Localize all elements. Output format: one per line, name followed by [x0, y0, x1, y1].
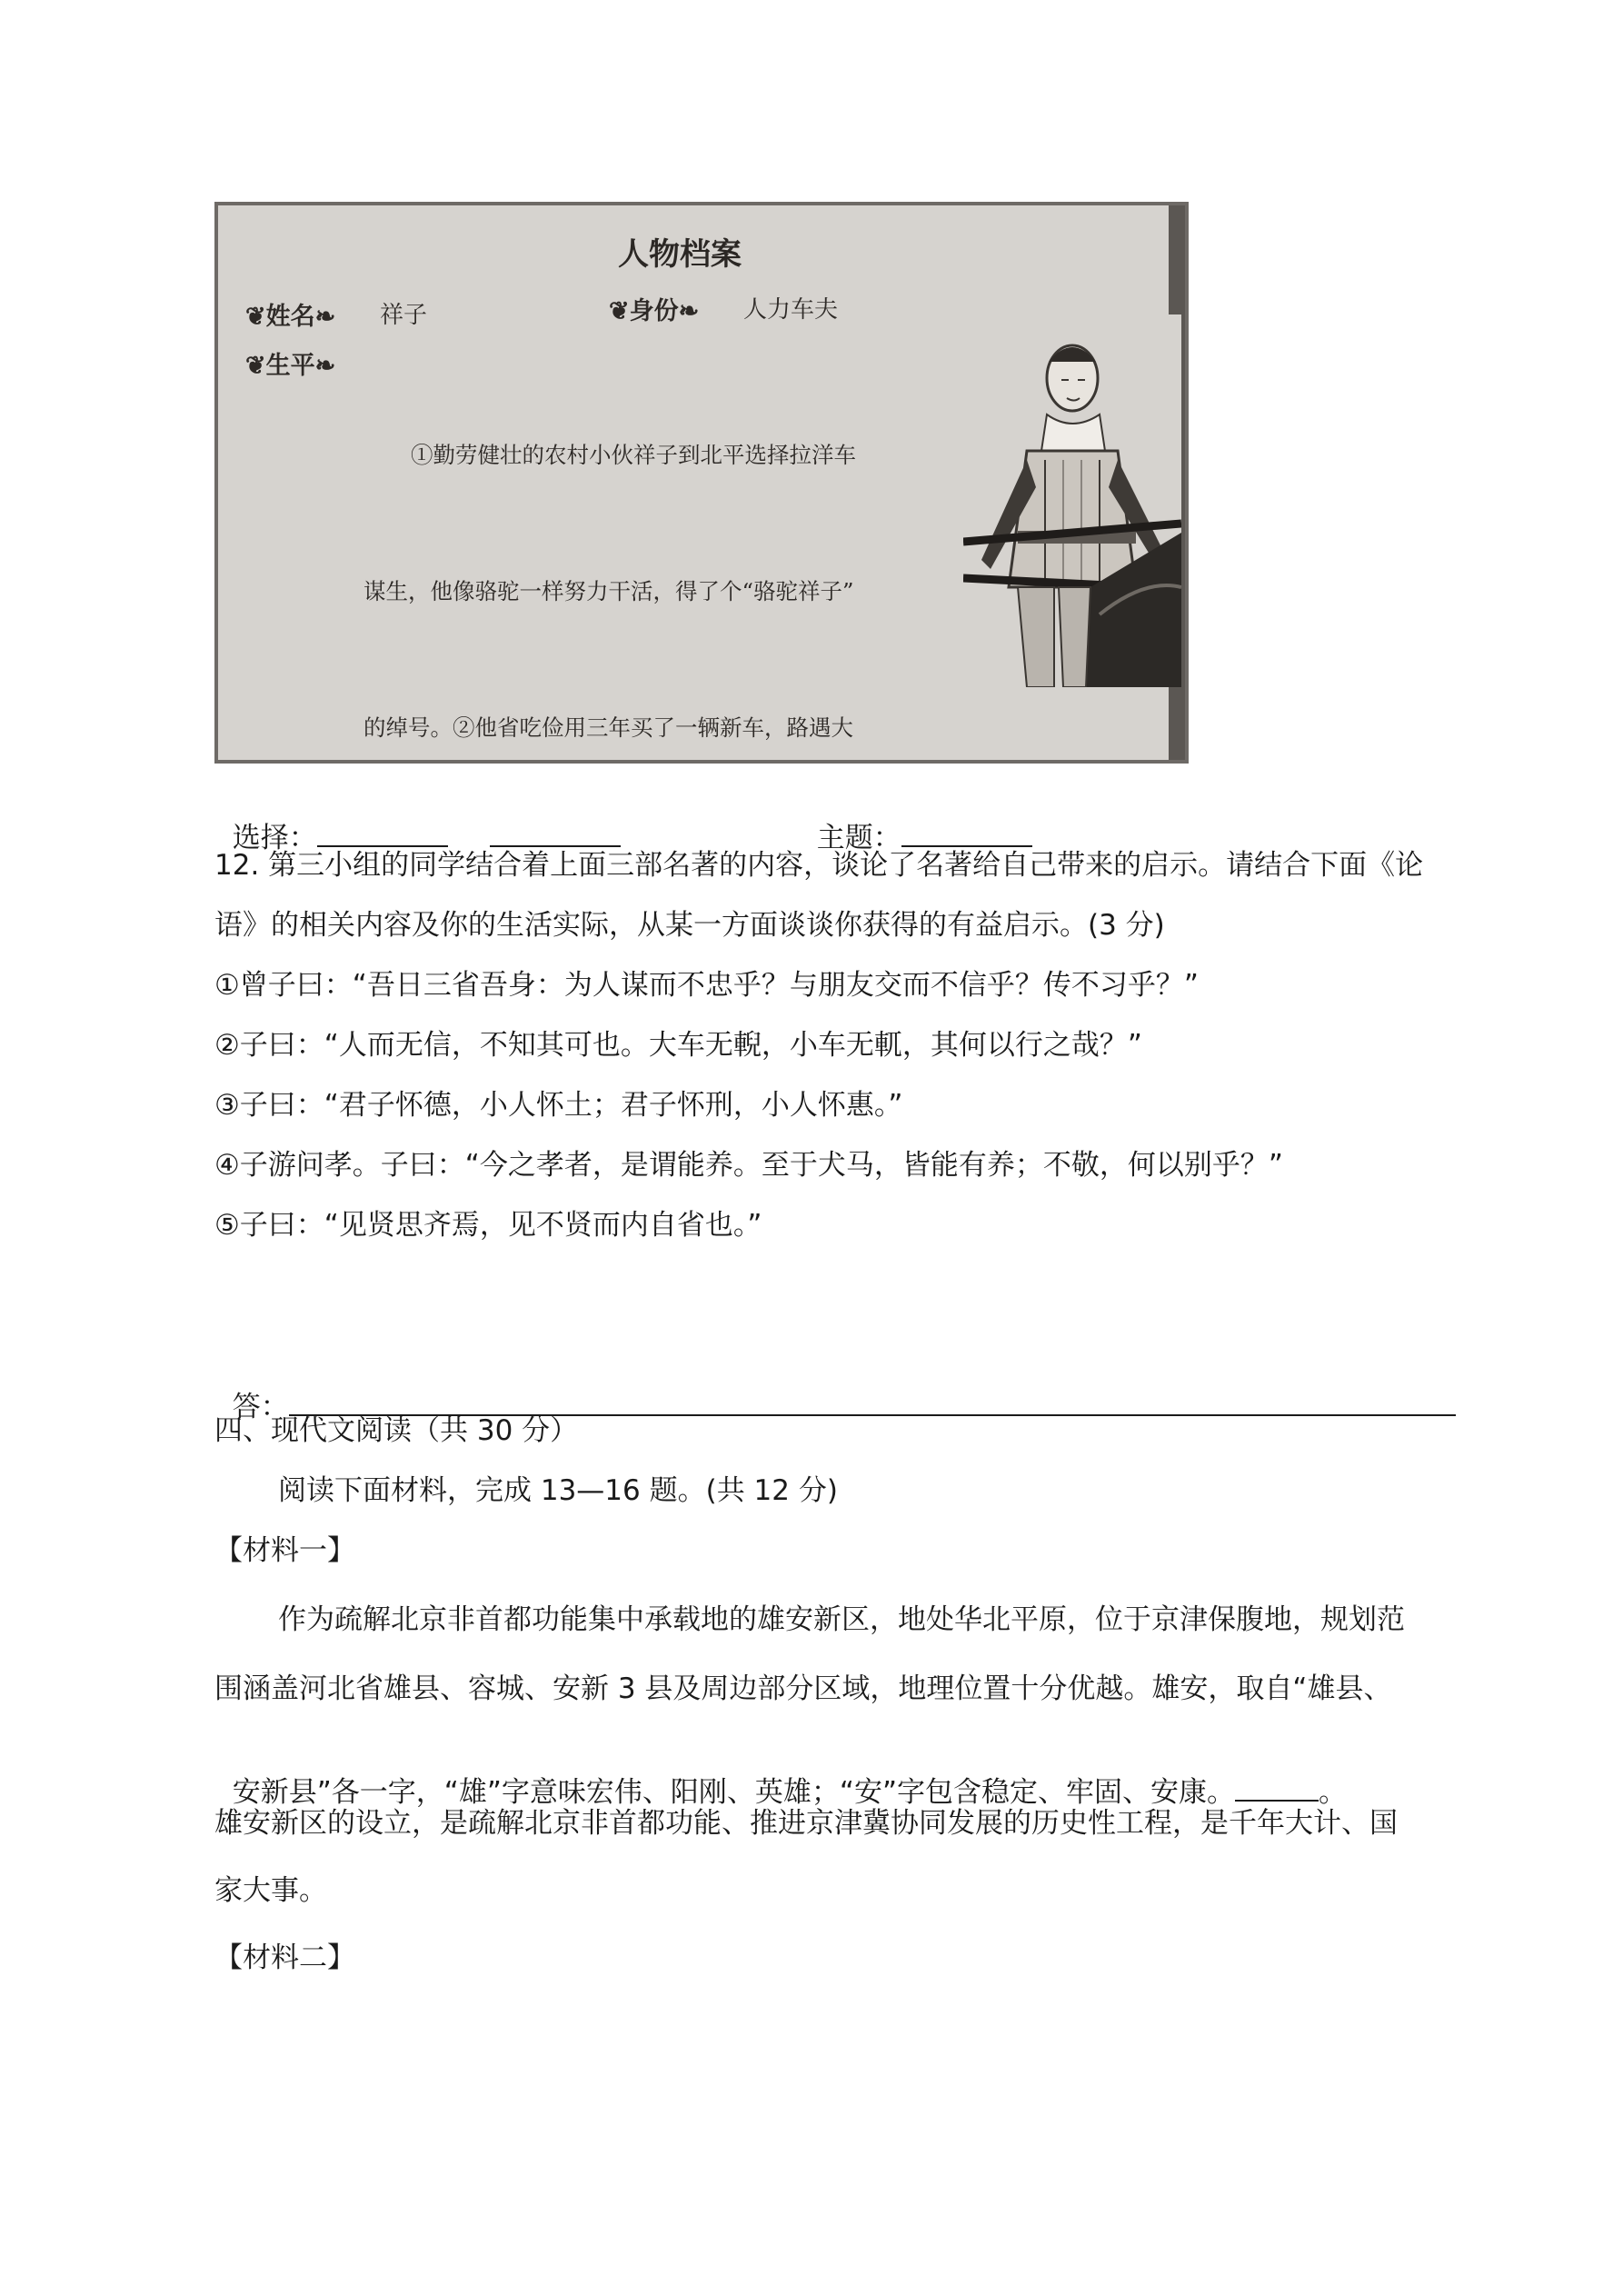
analects-quote: ①曾子曰：“吾日三省吾身：为人谋而不忠乎？与朋友交而不信乎？传不习乎？”	[214, 969, 1199, 1002]
material-1-line: 雄安新区的设立，是疏解北京非首都功能、推进京津冀协同发展的历史性工程，是千年大计、国	[214, 1807, 1398, 1840]
material-1-line: 家大事。	[214, 1874, 327, 1907]
section-instruction: 阅读下面材料，完成 13—16 题。(共 12 分)	[278, 1474, 838, 1507]
ornament-icon: ❧	[314, 303, 336, 331]
bio-line: ①勤劳健壮的农村小伙祥子到北平选择拉洋车	[411, 442, 856, 468]
select-blank-2[interactable]	[490, 820, 621, 847]
bio-label: ❦生平❧	[245, 352, 336, 380]
material-1-blank[interactable]	[1235, 1774, 1319, 1802]
theme-label: 主题：	[816, 822, 901, 854]
select-theme-row	[214, 784, 1032, 856]
ornament-icon: ❦	[245, 352, 266, 380]
identity-label: ❦身份❧	[609, 297, 700, 325]
select-label: 选择：	[232, 822, 317, 854]
material-1-line: 作为疏解北京非首都功能集中承载地的雄安新区，地处华北平原，位于京津保腹地，规划范	[278, 1603, 1405, 1636]
material-1-line: 围涵盖河北省雄县、容城、安新 3 县及周边部分区域，地理位置十分优越。雄安，取自“雄县、	[214, 1672, 1392, 1705]
analects-quote: ④子游问孝。子曰：“今之孝者，是谓能养。至于犬马，皆能有养；不敬，何以别乎？”	[214, 1149, 1283, 1182]
material-2-label: 【材料二】	[214, 1942, 355, 1974]
theme-blank[interactable]	[901, 820, 1032, 847]
q12-prompt-line-1: 12. 第三小组的同学结合着上面三部名著的内容，谈论了名著给自己带来的启示。请结合下面《论	[214, 849, 1424, 882]
identity-value: 人力车夫	[743, 296, 839, 324]
ornament-icon: ❦	[245, 303, 266, 331]
analects-quote: ⑤子曰：“见贤思齐焉，见不贤而内自省也。”	[214, 1209, 762, 1242]
ornament-icon: ❧	[314, 352, 336, 380]
section-heading: 四、现代文阅读（共 30 分）	[214, 1414, 579, 1447]
q12-prompt-line-2: 语》的相关内容及你的生活实际，从某一方面谈谈你获得的有益启示。(3 分)	[214, 909, 1165, 942]
name-value: 祥子	[380, 302, 428, 329]
ornament-icon: ❧	[678, 297, 700, 325]
analects-quote: ②子曰：“人而无信，不知其可也。大车无輗，小车无軏，其何以行之哉？”	[214, 1029, 1142, 1062]
character-archive-card	[214, 202, 1189, 764]
select-blank-1[interactable]	[317, 820, 448, 847]
card-title: 人物档案	[618, 236, 742, 273]
bio-text	[363, 342, 876, 764]
analects-quote: ③子曰：“君子怀德，小人怀土；君子怀刑，小人怀惠。”	[214, 1089, 903, 1122]
ornament-icon: ❦	[609, 297, 630, 325]
name-label: ❦姓名❧	[245, 303, 336, 331]
rickshaw-puller-illustration	[963, 314, 1181, 687]
bio-line: 的绰号。②他省吃俭用三年买了一辆新车，路遇大	[363, 714, 853, 741]
material-1-line: 安新县”各一字，“雄”字意味宏伟、阳刚、英雄；“安”字包含稳定、牢固、安康。 。	[232, 1776, 1348, 1809]
material-1-label: 【材料一】	[214, 1534, 355, 1567]
answer-label: 答：	[232, 1391, 289, 1423]
bio-line: 谋生，他像骆驼一样努力干活，得了个“骆驼祥子”	[363, 578, 854, 604]
